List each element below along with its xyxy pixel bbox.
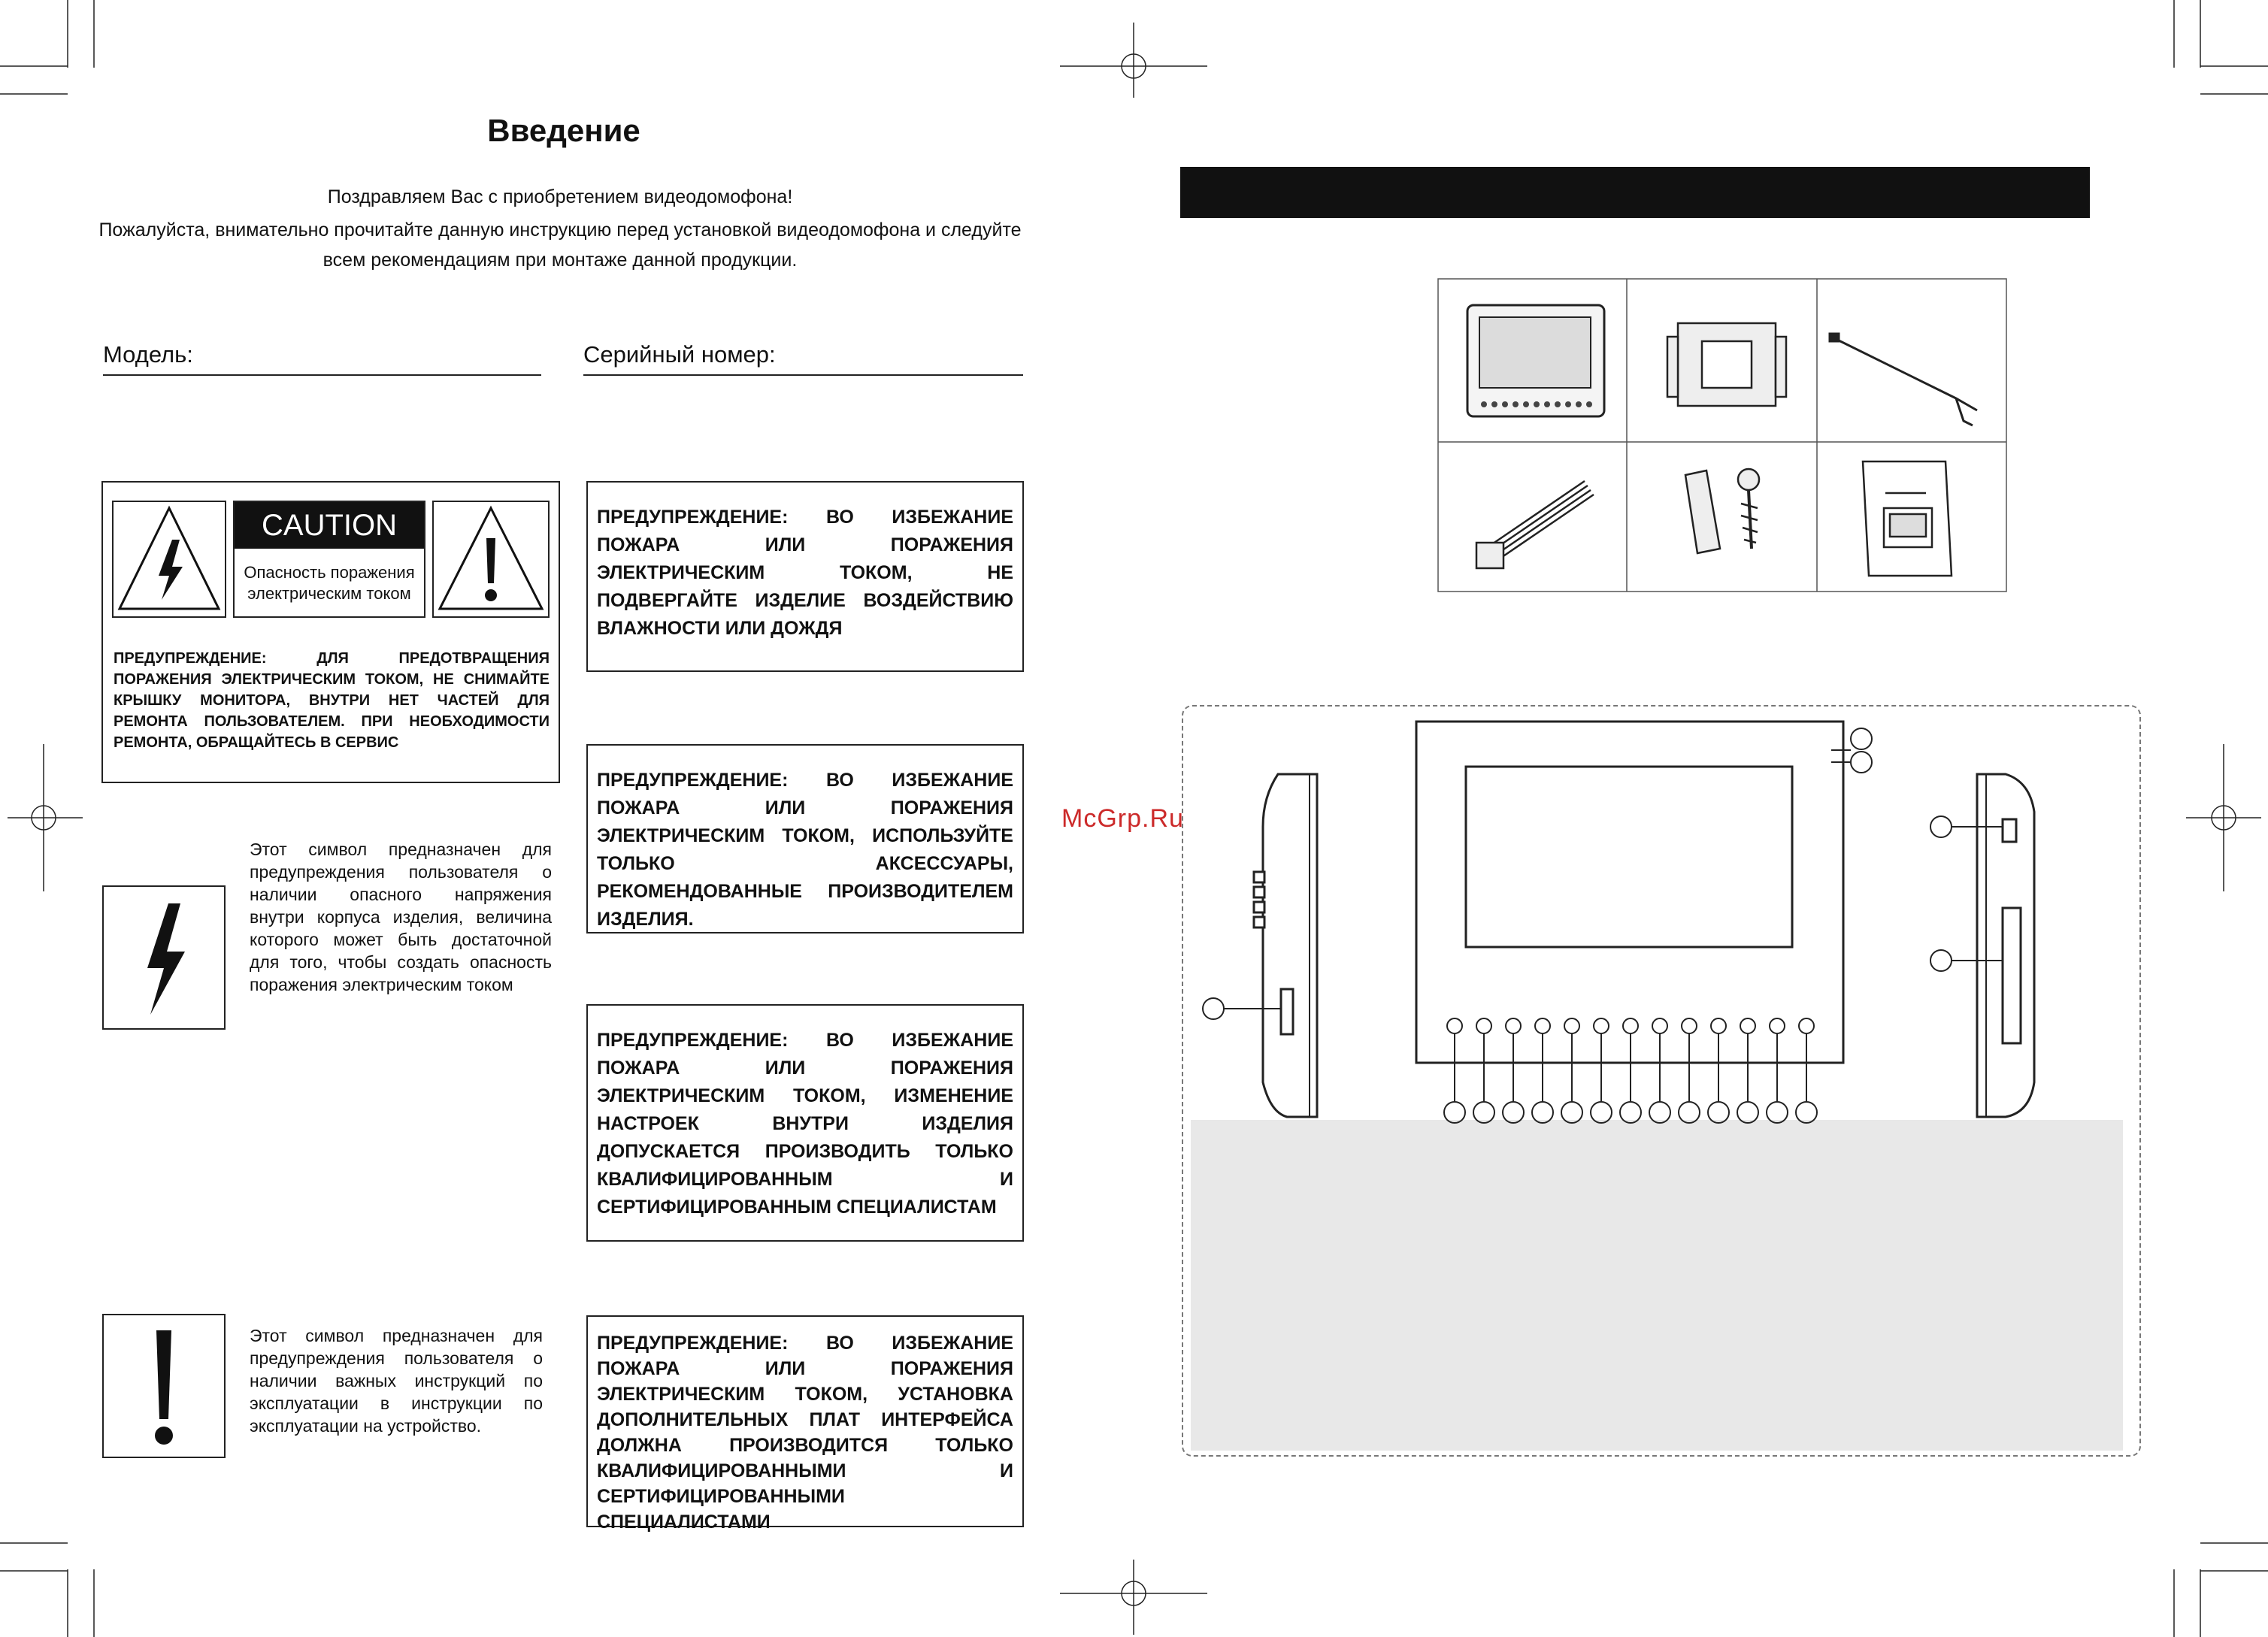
model-field: Модель: — [103, 341, 541, 376]
warning-text-1: ПРЕДУПРЕЖДЕНИЕ: ВО ИЗБЕЖАНИЕ ПОЖАРА ИЛИ ПОРАЖЕНИЯ ЭЛЕКТРИЧЕСКИМ ТОКОМ, НЕ ПОДВЕРГАЙТЕ ИЗДЕЛИЕ ВОЗДЕЙСТВИЮ ВЛАЖНОСТИ ИЛИ ДОЖДЯ — [597, 507, 1013, 639]
watermark: McGrp.Ru — [1061, 804, 1184, 833]
warning-text-2: ПРЕДУПРЕЖДЕНИЕ: ВО ИЗБЕЖАНИЕ ПОЖАРА ИЛИ ПОРАЖЕНИЯ ЭЛЕКТРИЧЕСКИМ ТОКОМ, ИСПОЛЬЗУЙТЕ ТОЛЬКО АКСЕССУАРЫ, РЕКОМЕНДОВАННЫЕ ПРОИЗВОДИТЕЛЕМ ИЗДЕЛИЯ. — [597, 770, 1013, 930]
intro-line-1: Поздравляем Вас с приобретением видеодомофона! — [327, 186, 793, 207]
intro-line-3: всем рекомендациям при монтаже данной продукции. — [322, 250, 798, 271]
caution-label: CAUTION — [235, 502, 424, 549]
exclamation-description: Этот символ предназначен для предупреждения пользователя о наличии важных инструкций по эксплуатации в инструкции по эксплуатации на устройство. — [250, 1326, 543, 1436]
lightning-description: Этот символ предназначен для предупреждения пользователя о наличии опасного напряжения внутри корпуса изделия, величина которого может быть достаточной для того, чтобы создать опасность поражения электрическим током — [250, 840, 552, 994]
caution-subtitle: Опасность поражения электрическим током — [244, 563, 415, 603]
front-view — [1416, 722, 1872, 1123]
caution-text: ПРЕДУПРЕЖДЕНИЕ: ДЛЯ ПРЕДОТВРАЩЕНИЯ ПОРАЖЕНИЯ ЭЛЕКТРИЧЕСКИМ ТОКОМ, НЕ СНИМАЙТЕ КРЫШКУ МОНИТОРА, ВНУТРИ НЕТ ЧАСТЕЙ ДЛЯ РЕМОНТА ПОЛЬЗОВАТЕЛЕМ. ПРИ НЕОБХОДИМОСТИ РЕМОНТА, ОБРАЩАЙТЕСЬ В СЕРВИС — [114, 650, 550, 751]
left-side-view — [1203, 774, 1317, 1117]
intro-line-2: Пожалуйста, внимательно прочитайте данную инструкцию перед установкой видеодомофона и следуйте — [98, 219, 1022, 241]
page-title: Введение — [487, 113, 640, 148]
serial-field: Серийный номер: — [583, 341, 1023, 376]
warning-text-3: ПРЕДУПРЕЖДЕНИЕ: ВО ИЗБЕЖАНИЕ ПОЖАРА ИЛИ ПОРАЖЕНИЯ ЭЛЕКТРИЧЕСКИМ ТОКОМ, ИЗМЕНЕНИЕ НАСТРОЕК ВНУТРИ ИЗДЕЛИЯ ДОПУСКАЕТСЯ ПРОИЗВОДИТЬ ТОЛЬКО КВАЛИФИЦИРОВАННЫМ И СЕРТИФИЦИРОВАННЫМ СПЕЦИАЛИСТАМ — [597, 1030, 1013, 1218]
right-side-view — [1930, 774, 2034, 1117]
warning-text-4: ПРЕДУПРЕЖДЕНИЕ: ВО ИЗБЕЖАНИЕ ПОЖАРА ИЛИ ПОРАЖЕНИЯ ЭЛЕКТРИЧЕСКИМ ТОКОМ, УСТАНОВКА ДОПОЛНИТЕЛЬНЫХ ПЛАТ ИНТЕРФЕЙСА ДОЛЖНА ПРОИЗВОДИТСЯ ТОЛЬКО КВАЛИФИЦИРОВАННЫМИ И СЕРТИФИЦИРОВАННЫМИ СПЕЦИАЛИСТАМИ — [597, 1333, 1013, 1533]
